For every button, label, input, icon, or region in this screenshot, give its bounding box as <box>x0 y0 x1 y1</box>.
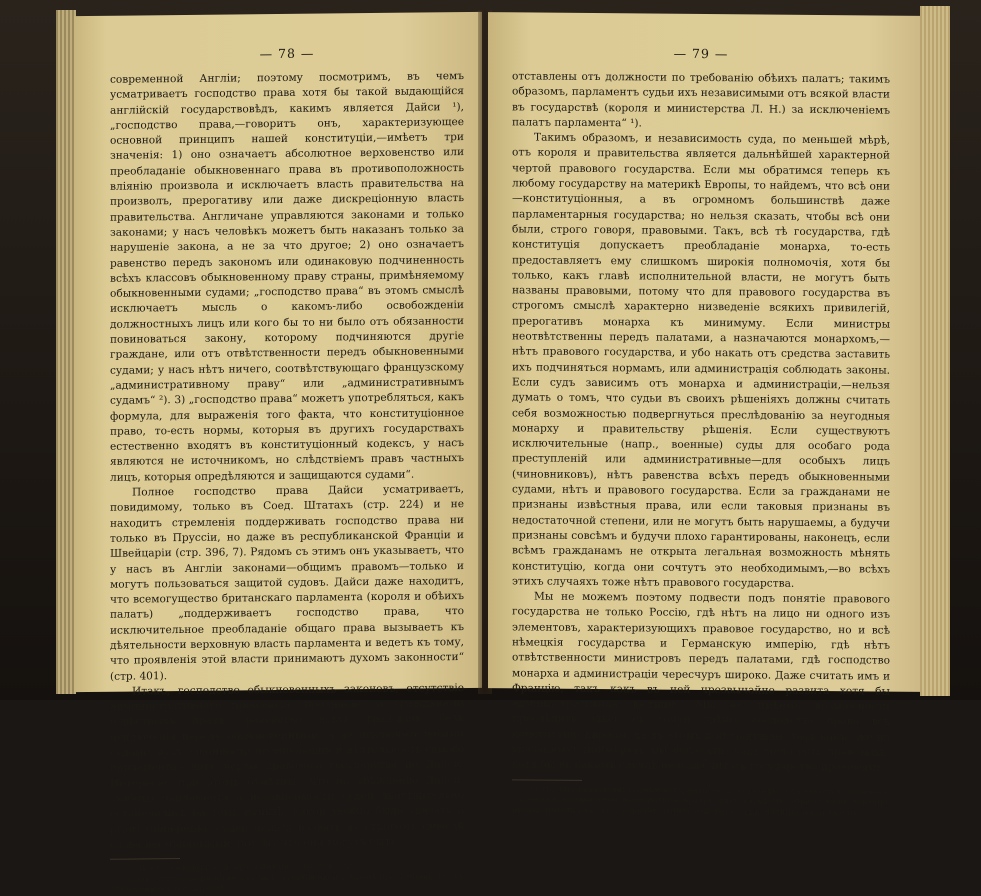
right-paragraph-2: Такимъ образомъ, и независимость суда, по меньшей мѣрѣ, отъ короля и правительства является дальнѣйшей характерной чертой правового государства. Если мы обратимся теперь къ любому государству на материкѣ Европы, то найдемъ, что всѣ они—конституціонныя, а въ огромномъ большинствѣ даже парламентарныя государства; но нельзя сказать, чтобы всѣ они были, строго говоря, правовыми. Такъ, всѣ тѣ государства, гдѣ конституція допускаетъ преобладаніе монарха, то-есть предоставляетъ ему слишкомъ широкія полномочія, хотя бы только, какъ главѣ исполнительной власти, не могутъ быть названы правовыми, потому что для правового государства въ строгомъ смыслѣ характерно низведеніе всякихъ привилегій, прерогативъ монарха къ минимуму. Если министры неотвѣтственны передъ палатами, а назначаются монархомъ,—нѣтъ правового государства, и убо накать отъ средства заставить ихъ подчиняться нормамъ, или администрація соблюдать законы. Если судъ зависимъ отъ монарха и администраціи,—нельзя думать о томъ, что судьи въ своихъ рѣшеніяхъ должны считать себя возможностью подвергнуться преслѣдованію за неугодныя монарху и правительству рѣшенія. Если существуютъ исключительные (напр., военные) суды для особаго рода преступленій или административные—для особыхъ лицъ (чиновниковъ), нѣтъ равенства всѣхъ передъ обыкновенными судами, нѣтъ и правового государства. Если за гражданами не признаны извѣстныя права, или если таковыя признаны въ недостаточной степени, или не могутъ быть нарушаемы, а будучи признаны совсѣмъ и будучи плохо гарантированы, наконецъ, если всѣмъ гражданамъ не открыта легальная возможность мѣнять конституцію, когда они сочтутъ это необходимымъ,—во всѣхъ этихъ случаяхъ тоже нѣтъ правового государства. <box>512 131 890 590</box>
right-paragraph-1: отставлены отъ должности по требованію обѣихъ палатъ; такимъ образомъ, парламентъ судьи ихъ независимыми отъ всякой власти въ государствѣ (короля и министерства Л. Н.) за исключеніемъ палатъ парламента“ ¹). <box>512 70 890 130</box>
left-page <box>74 12 482 894</box>
left-footnote-2: ²) Объ этомъ смотри ниже въ главѣ, посвященной „Охранѣ правъ личности“ въ современномъ государствѣ. <box>110 870 464 894</box>
right-footnotes <box>512 784 890 819</box>
left-footnote-1: ¹) См. его „Основы госуд. права Англіи“, стр. 204—220. <box>124 861 359 873</box>
right-page-number: — 79 — <box>673 45 729 62</box>
right-page <box>488 12 920 818</box>
right-page-edges <box>920 6 950 696</box>
right-footnote-rule <box>512 779 582 781</box>
left-page-number: — 78 — <box>259 45 315 62</box>
right-paragraph-3: Мы не можемъ поэтому подвести подъ понятіе правового государства не только Россію, гдѣ нѣтъ на лицо ни одного изъ элементовъ, характеризующихъ правовое государство, но и всѣ нѣмецкія государства и Германскую имперію, гдѣ нѣтъ отвѣтственности министровъ передъ палатами, гдѣ господство монарха и администраціи чересчуръ широко. Даже считать имъ и Францію, такъ какъ въ ней чрезвычайно развита хотя бы административная юстиція. Мы не имѣемъ возможности прослѣдить здѣсь съ точки зрѣнія господства права всѣ конституціи Европы, да въ этомъ и нѣтъ нужды, такъ какъ уже на указанныхъ примѣрахъ мы показали, какъ мало есть правовыхъ, хотя бы въ какомъ случаѣ нельзя считать государство правовымъ <box>512 590 890 774</box>
left-paragraph-2: Полное господство права Дайси усматриваетъ, повидимому, только въ Соед. Штатахъ (стр. 224) и не находитъ стремленія поддерживать господство права ни только въ Пруссіи, но даже въ республиканской Франціи и Швейцаріи (стр. 396, 7). Рядомъ съ этимъ онъ указываетъ, что у насъ въ Англіи законами—общимъ правомъ—только и могутъ пользоваться защитой судовъ. Дайси даже находитъ, что всемогущество британскаго парламента (короля и обѣихъ палатъ) „поддерживаетъ господство права, что исключительное преобладаніе общаго права вызываетъ къ дѣятельности верховную власть парламента и ведетъ къ тому, что проявленія этой власти принимаютъ духомъ законности“ (стр. 401). <box>110 483 464 683</box>
left-footnote-rule <box>110 858 180 860</box>
left-page-body <box>110 69 464 853</box>
left-paragraph-1: современной Англіи; поэтому посмотримъ, въ чемъ усматриваетъ господство права хотя бы такой выдающійся англійскій государствовѣдъ, какимъ является Дайси ¹), „господство права,—говоритъ онъ, характеризующее основной принципъ нашей конституціи,—имѣетъ три значенія: 1) оно означаетъ абсолютное верховенство или преобладаніе обыкновеннаго права въ противоположность вліянію произвола и исключаетъ власть правительства на произволъ, прерогативу или даже дискреціонную власть правительства. Англичане управляются законами и только законами; у насъ человѣкъ можетъ быть наказанъ только за нарушеніе закона, а не за что другое; 2) оно означаетъ равенство передъ закономъ или одинаковую подчиненность всѣхъ классовъ обыкновенному праву страны, примѣняемому обыкновенными судами; „господство права“ въ этомъ смыслѣ исключаетъ мысль о какомъ-либо освобожденіи должностныхъ лицъ или кого бы то ни было отъ обязанности повиноваться закону, которому подчиняются другіе граждане, или отъ отвѣтственности передъ обыкновенными судами; у насъ нѣтъ ничего, соотвѣтствующаго французскому „административному праву“ или „административнымъ судамъ“ ²). 3) „господство права“ можетъ употребляться, какъ формула, для выраженія того факта, что конституціонное право, то-есть нормы, которыя въ другихъ государствахъ естественно входятъ въ конституціонный кодексъ, у насъ являются не источникомъ, но слѣдствіемъ правъ частныхъ лицъ, которыя опредѣляются и защищаются судами“. <box>110 70 464 484</box>
left-footnotes <box>110 860 464 895</box>
left-page-edges <box>56 10 76 694</box>
right-page-body <box>512 69 890 776</box>
right-footnote-1: ¹) Стр. 396. Какъ лучшей формой гарантіи независимости суда является требованіе современной соціальной демократіи избранія судей народомъ,—при условіи, конечно, независимости ихъ отъ законодательныхъ властей и отъ исполнительной власти. <box>512 784 890 818</box>
left-paragraph-3: Итакъ, господство обыкновенныхъ законовъ, отсутствіе административнаго произвола, признаніе за гражданами извѣстныхъ правъ, равенство всѣхъ гражданъ безъ исключенія передъ обыкновенными, а не исключительными судами, духъ законности проникающій и дѣятельность самого парламента,—вотъ черты правового государства по Дайси. Интересно при этомъ отмѣтить, что по убѣжденію Дайси, „заботы парламента о независимости судей дѣйствительно остановились на томъ пунктѣ, какой можно было указать a priori (напередъ): судей нельзя назвать въ строгомъ смыслѣ слова несмѣняемыми, потому что они могутъ быть <box>110 681 464 851</box>
